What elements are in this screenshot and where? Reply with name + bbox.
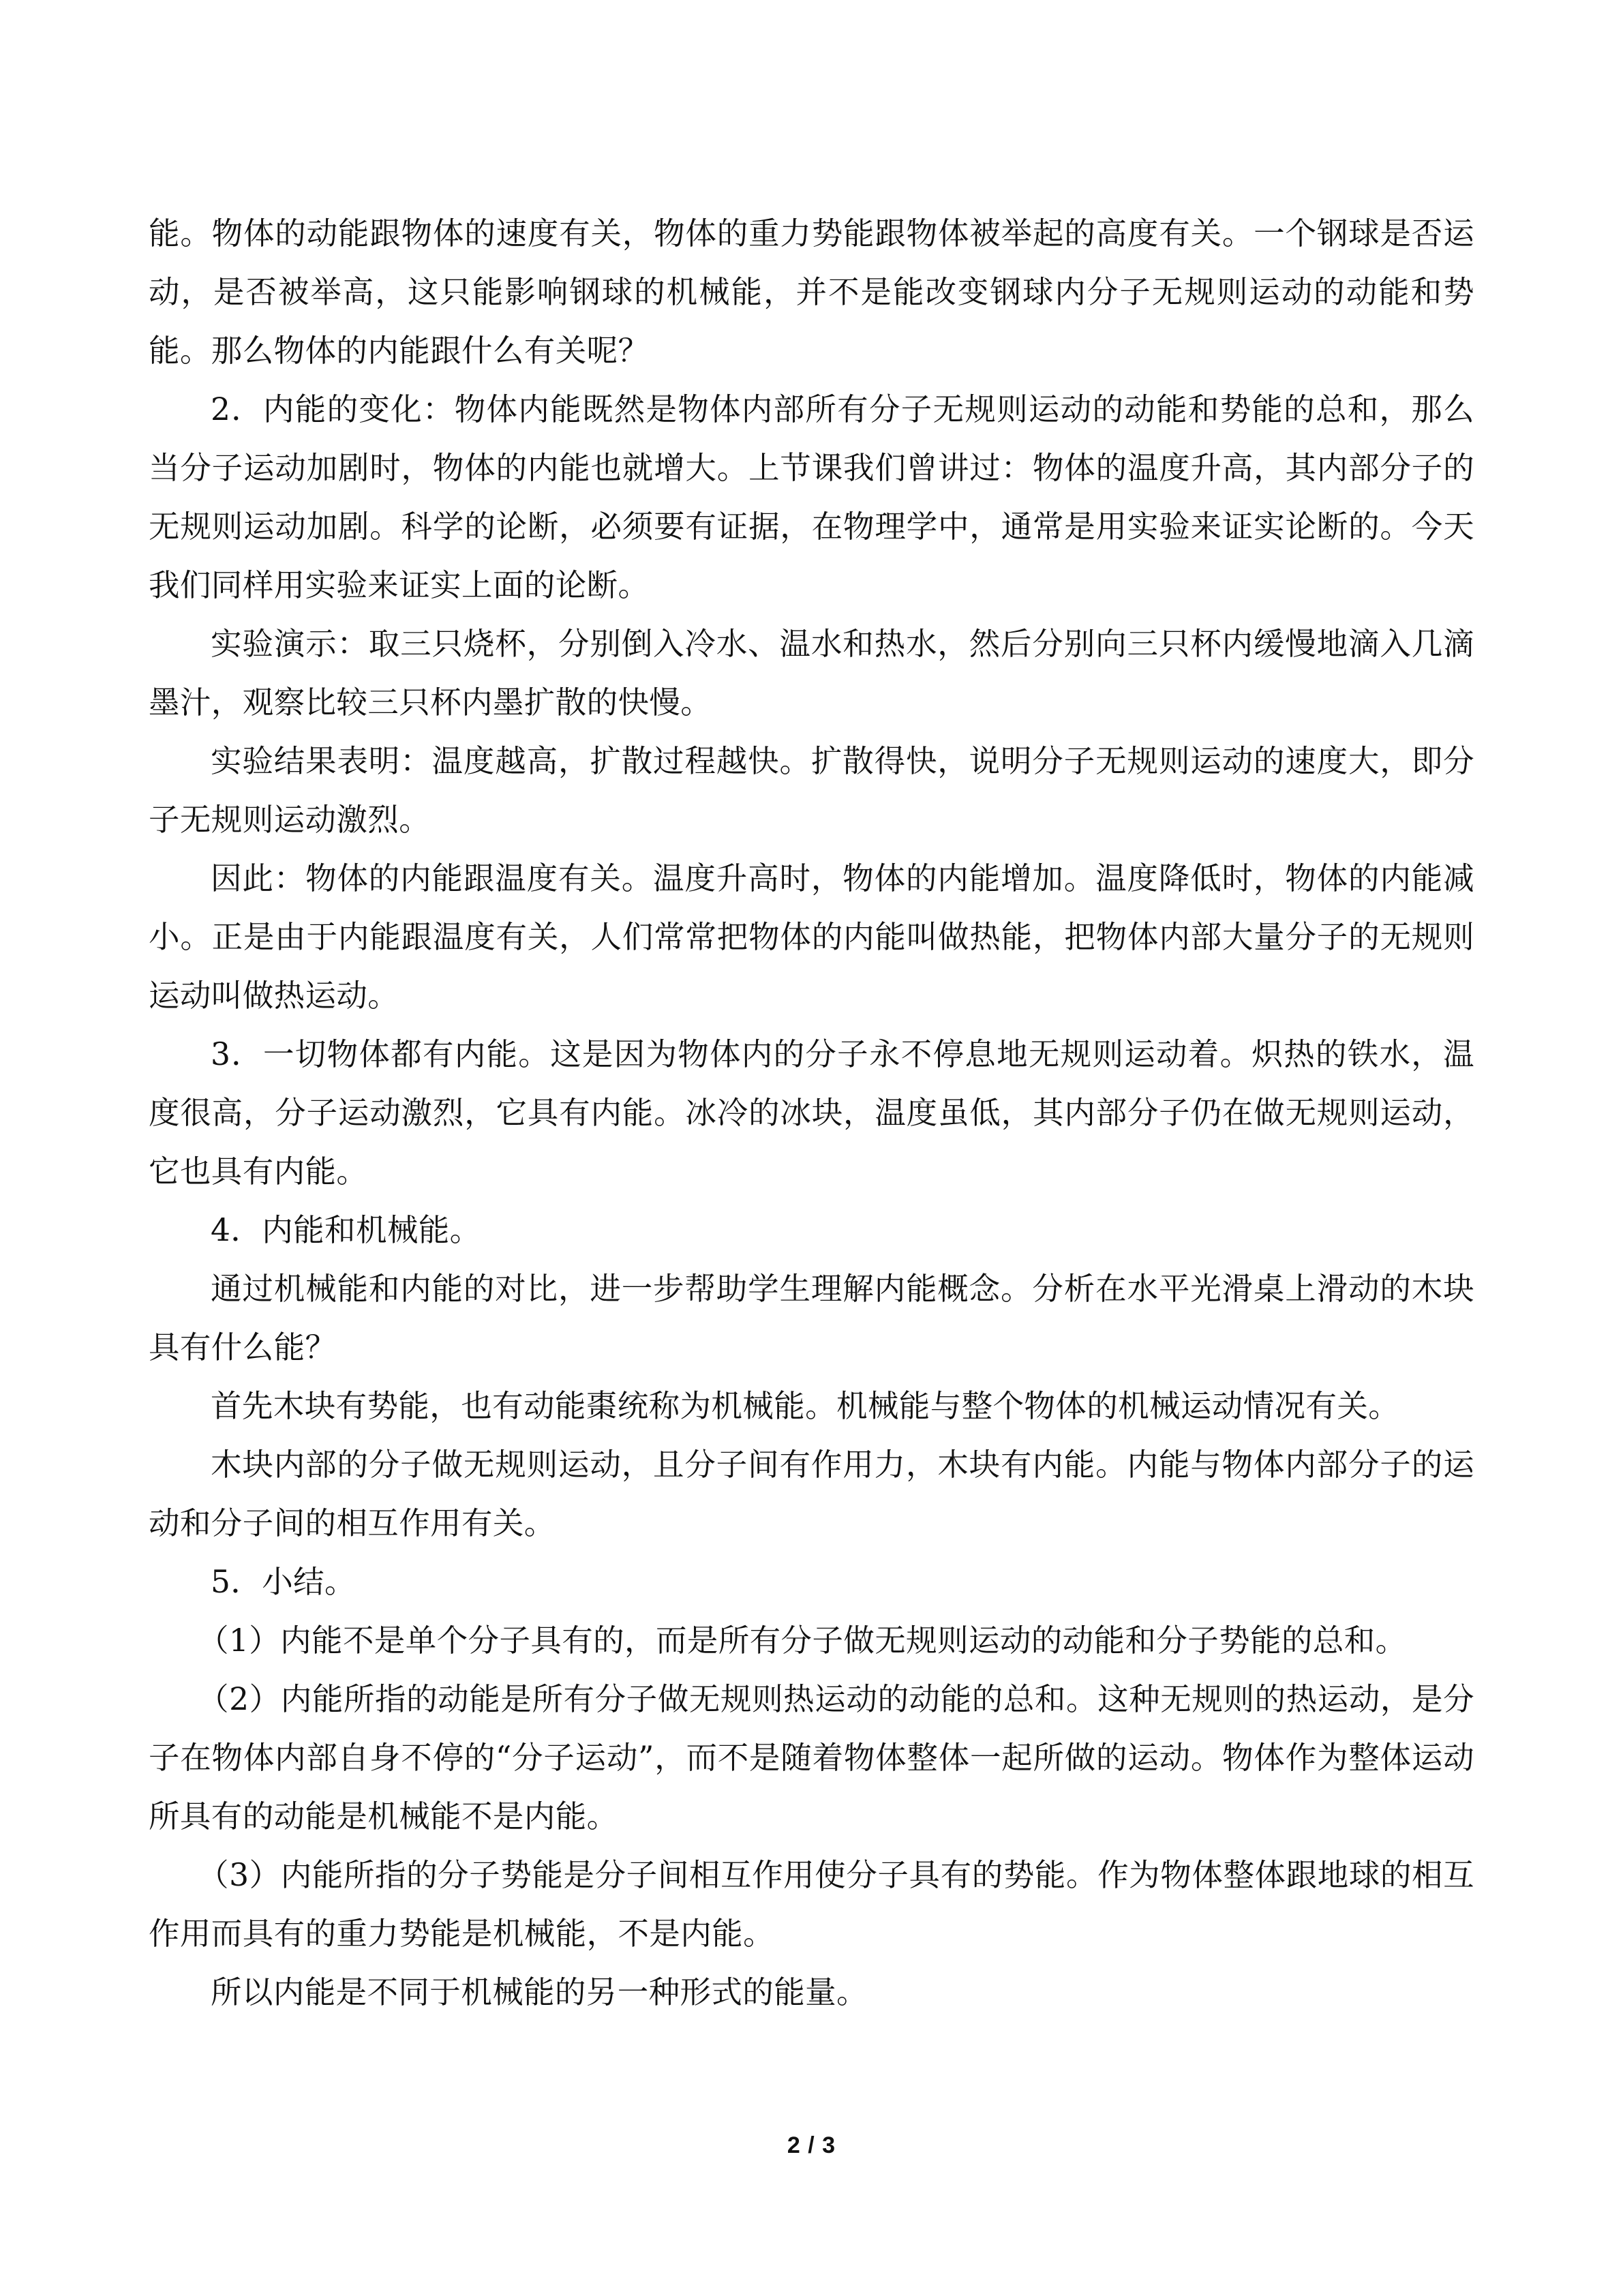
paragraph-experiment-demo: 实验演示：取三只烧杯，分别倒入冷水、温水和热水，然后分别向三只杯内缓慢地滴入几滴墨汁，观察比较三只杯内墨扩散的快慢。	[149, 626, 1474, 721]
paragraph-final: 所以内能是不同于机械能的另一种形式的能量。	[211, 1974, 868, 2010]
paragraph-mechanical-energy: 首先木块有势能，也有动能棗统称为机械能。机械能与整个物体的机械运动情况有关。	[211, 1388, 1400, 1424]
document-body	[149, 205, 1474, 2022]
page-number: 2 / 3	[787, 2132, 836, 2158]
paragraph-conclusion: 因此：物体的内能跟温度有关。温度升高时，物体的内能增加。温度降低时，物体的内能减小。正是由于内能跟温度有关，人们常常把物体的内能叫做热能，把物体内部大量分子的无规则运动叫做热运动。	[149, 860, 1474, 1014]
summary-item-3: （3）内能所指的分子势能是分子间相互作用使分子具有的势能。作为物体整体跟地球的相互作用而具有的重力势能是机械能，不是内能。	[149, 1857, 1474, 1952]
paragraph-block-internal-energy: 木块内部的分子做无规则运动，且分子间有作用力，木块有内能。内能与物体内部分子的运动和分子间的相互作用有关。	[149, 1447, 1474, 1541]
paragraph-experiment-result: 实验结果表明：温度越高，扩散过程越快。扩散得快，说明分子无规则运动的速度大，即分子无规则运动激烈。	[149, 743, 1474, 838]
summary-item-1: （1）内能不是单个分子具有的，而是所有分子做无规则运动的动能和分子势能的总和。	[198, 1622, 1407, 1659]
heading-summary: 5．小结。	[211, 1564, 356, 1600]
paragraph-internal-energy-change: 2．内能的变化：物体内能既然是物体内部所有分子无规则运动的动能和势能的总和，那么当分子运动加剧时，物体的内能也就增大。上节课我们曾讲过：物体的温度升高，其内部分子的无规则运动加剧。科学的论断，必须要有证据，在物理学中，通常是用实验来证实论断的。今天我们同样用实验来证实上面的论断。	[149, 391, 1474, 603]
paragraph-all-objects: 3．一切物体都有内能。这是因为物体内的分子永不停息地无规则运动着。炽热的铁水，温度很高，分子运动激烈，它具有内能。冰冷的冰块，温度虽低，其内部分子仍在做无规则运动，它也具有内能。	[149, 1036, 1474, 1190]
paragraph-comparison: 通过机械能和内能的对比，进一步帮助学生理解内能概念。分析在水平光滑桌上滑动的木块具有什么能？	[149, 1271, 1474, 1365]
summary-item-2: （2）内能所指的动能是所有分子做无规则热运动的动能的总和。这种无规则的热运动，是分子在物体内部自身不停的“分子运动”，而不是随着物体整体一起所做的运动。物体作为整体运动所具有的动能是机械能不是内能。	[149, 1681, 1474, 1834]
heading-internal-and-mechanical: 4．内能和机械能。	[211, 1212, 481, 1248]
paragraph-continuation: 能。物体的动能跟物体的速度有关，物体的重力势能跟物体被举起的高度有关。一个钢球是否运动，是否被举高，这只能影响钢球的机械能，并不是能改变钢球内分子无规则运动的动能和势能。那么物体的内能跟什么有关呢？	[149, 215, 1474, 369]
